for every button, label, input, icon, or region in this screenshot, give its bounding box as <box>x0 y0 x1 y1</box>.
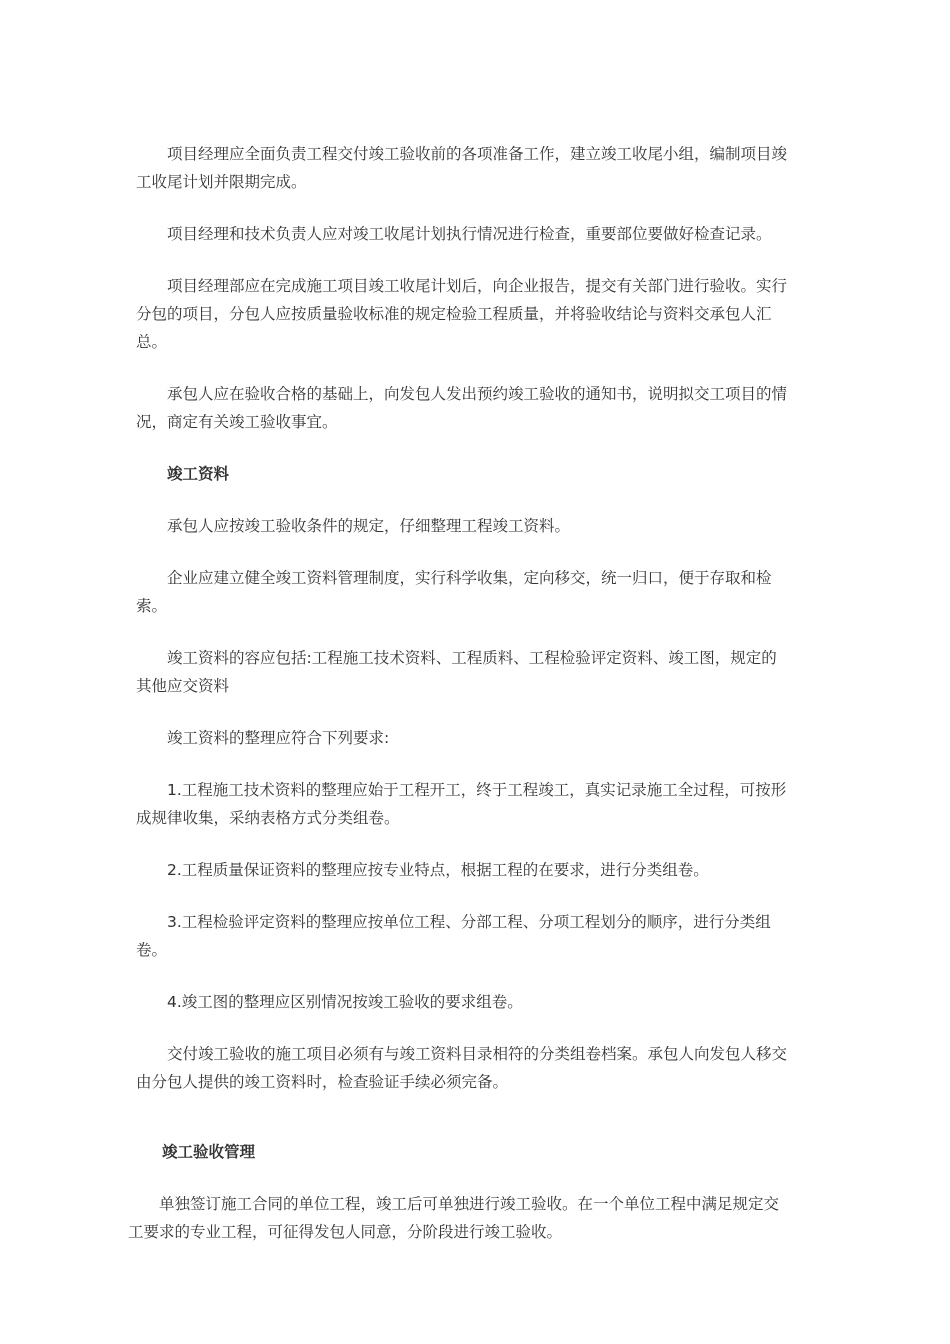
paragraph-report: 项目经理部应在完成施工项目竣工收尾计划后，向企业报告，提交有关部门进行验收。实行分包的项目，分包人应按质量验收标准的规定检验工程质量，并将验收结论与资料交承包人汇总。 <box>136 277 788 351</box>
paragraph-document-system: 企业应建立健全竣工资料管理制度，实行科学收集，定向移交，统一归口，便于存取和检索。 <box>136 569 772 615</box>
paragraph-requirements-intro: 竣工资料的整理应符合下列要求: <box>167 729 390 747</box>
list-item-3: 3.工程检验评定资料的整理应按单位工程、分部工程、分项工程划分的顺序，进行分类组卷。 <box>136 913 771 959</box>
paragraph-inspection: 项目经理和技术负责人应对竣工收尾计划执行情况进行检查，重要部位要做好检查记录。 <box>167 225 772 243</box>
heading-acceptance-management: 竣工验收管理 <box>162 1143 256 1161</box>
document-body <box>136 140 792 1120</box>
paragraph-organize-documents: 承包人应按竣工验收条件的规定，仔细整理工程竣工资料。 <box>167 517 571 535</box>
paragraph-notice: 承包人应在验收合格的基础上，向发包人发出预约竣工验收的通知书，说明拟交工项目的情况，商定有关竣工验收事宜。 <box>136 385 788 431</box>
section-acceptance-management <box>128 1138 792 1270</box>
paragraph-unit-acceptance: 单独签订施工合同的单位工程，竣工后可单独进行竣工验收。在一个单位工程中满足规定交工要求的专业工程，可征得发包人同意，分阶段进行竣工验收。 <box>128 1195 780 1241</box>
paragraph-archive: 交付竣工验收的施工项目必须有与竣工资料目录相符的分类组卷档案。承包人向发包人移交由分包人提供的竣工资料时，检查验证手续必须完备。 <box>136 1045 788 1091</box>
list-item-2: 2.工程质量保证资料的整理应按专业特点，根据工程的在要求，进行分类组卷。 <box>167 861 709 879</box>
heading-completion-documents: 竣工资料 <box>167 465 230 483</box>
paragraph-document-contents: 竣工资料的容应包括:工程施工技术资料、工程质料、工程检验评定资料、竣工图，规定的其他应交资料 <box>136 649 777 695</box>
paragraph-preparation: 项目经理应全面负责工程交付竣工验收前的各项准备工作，建立竣工收尾小组，编制项目竣工收尾计划并限期完成。 <box>136 145 788 191</box>
list-item-4: 4.竣工图的整理应区别情况按竣工验收的要求组卷。 <box>167 993 523 1011</box>
list-item-1: 1.工程施工技术资料的整理应始于工程开工，终于工程竣工，真实记录施工全过程，可按形成规律收集，采纳表格方式分类组卷。 <box>136 781 787 827</box>
